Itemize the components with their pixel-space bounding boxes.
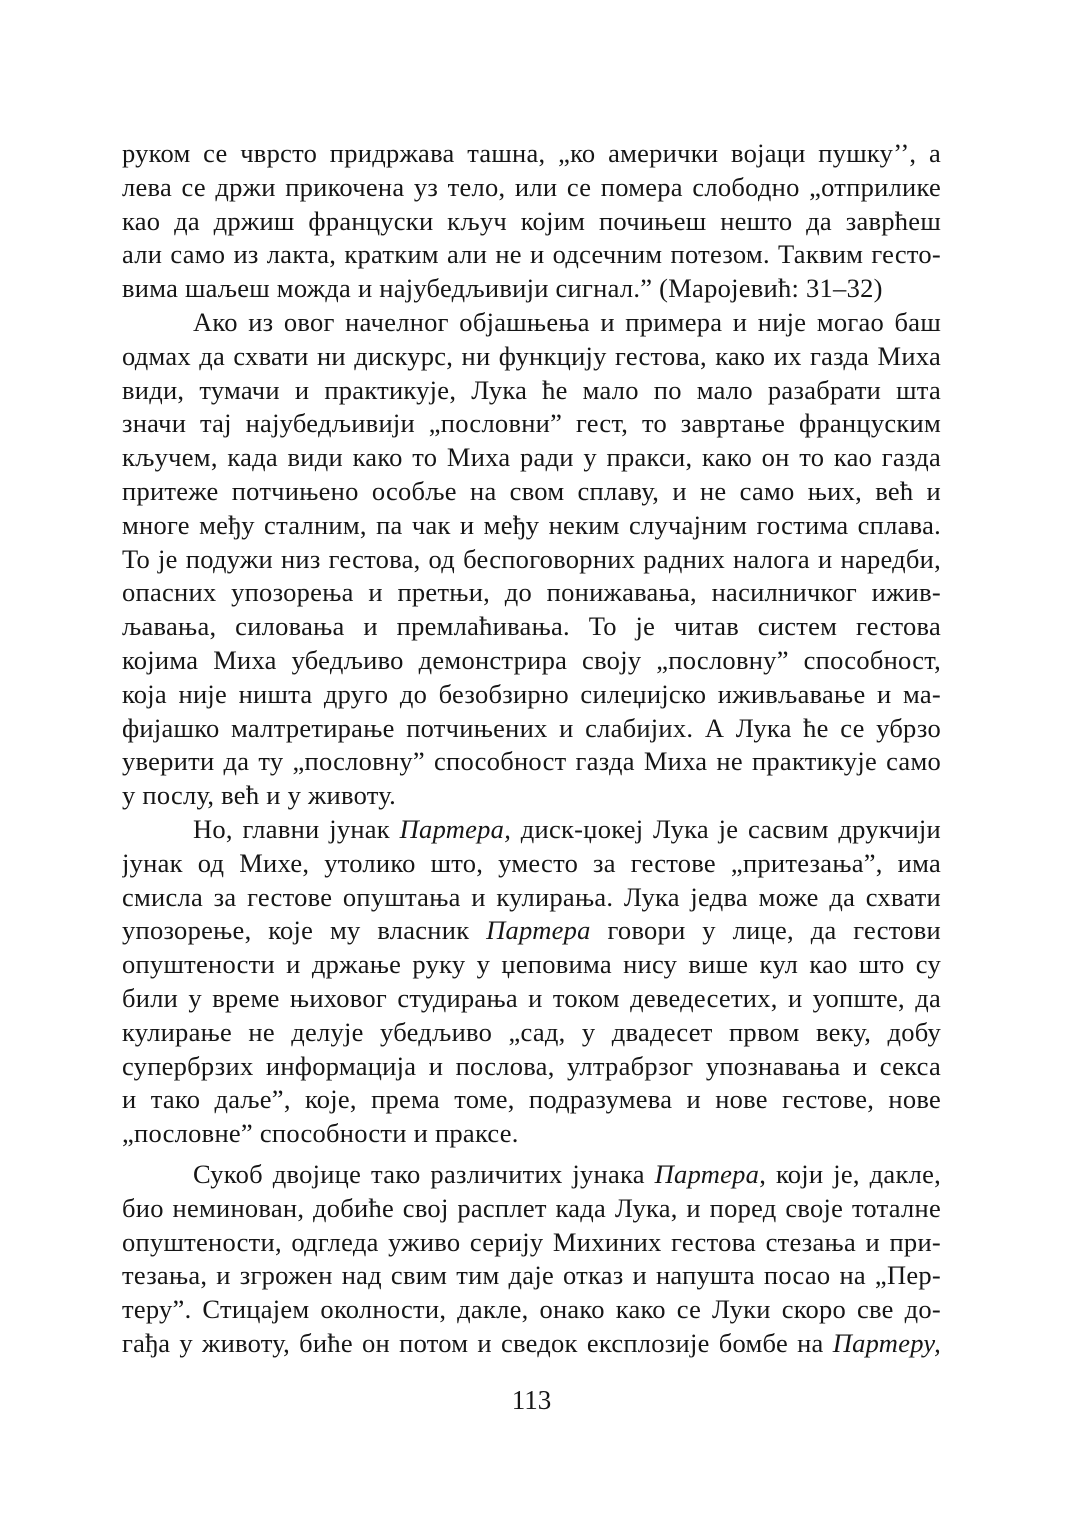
italic-title: Партера, bbox=[399, 813, 512, 844]
text-line: Но, главни јунак Партера, диск-џокеј Лука је сасвим друкчији bbox=[193, 813, 941, 844]
page-number: 113 bbox=[511, 1385, 552, 1415]
text-line: био неминован, добиће свој расплет када Лука, и поред своје тоталне bbox=[122, 1192, 941, 1223]
text-line: многе међу сталним, па чак и међу неким случајним гостима сплава. bbox=[122, 509, 941, 540]
text-line: опуштености и држање руку у џеповима нису више кул као што су bbox=[122, 949, 941, 980]
text-line: као да држиш француски кључ којим почињеш нешто да заврћеш bbox=[122, 205, 941, 236]
text-line: види, тумачи и практикује, Лука ће мало по мало разабрати шта bbox=[122, 374, 941, 405]
text-line: упозорење, које му власник Партера говори у лице, да гестови bbox=[122, 915, 941, 946]
italic-title: Партеру, bbox=[832, 1327, 941, 1358]
text-line: лева се држи прикочена уз тело, или се помера слободно „отприлике bbox=[122, 171, 941, 202]
text-line: и тако даље”, које, према томе, подразумева и нове гестове, нове bbox=[122, 1084, 941, 1115]
italic-title: Партера bbox=[486, 915, 591, 946]
text-line: били у време њиховог студирања и током деведесетих, и уопште, да bbox=[122, 982, 941, 1013]
paragraph bbox=[122, 1158, 941, 1361]
text-line: која није ништа друго до безобзирно силеџијско иживљавање и ма- bbox=[122, 678, 941, 709]
text-line: тезања, и згрожен над свим тим даје отказ и напушта посао на „Пер- bbox=[122, 1260, 941, 1291]
text-line: теру”. Стицајем околности, дакле, онако како се Луки скоро све до- bbox=[122, 1294, 941, 1325]
text-line: То је подужи низ гестова, од беспоговорних радних налога и наредби, bbox=[122, 543, 941, 574]
text-line: Сукоб двојице тако различитих јунака Партера, који је, дакле, bbox=[193, 1158, 941, 1189]
paragraph bbox=[122, 813, 941, 1151]
italic-title: Партера bbox=[654, 1158, 760, 1189]
text-line: фијашко малтретирање потчињених и слабијих. А Лука ће се убрзо bbox=[122, 712, 941, 743]
text-line: вима шаљеш можда и најубедљивији сигнал.” (Маројевић: 31–32) bbox=[122, 273, 883, 304]
text-block bbox=[122, 137, 941, 1361]
text-line: кључем, када види како то Миха ради у пракси, како он то као газда bbox=[122, 442, 941, 473]
text-line: опасних упозорења и претњи, до понижавања, насилничког ижив- bbox=[122, 577, 941, 608]
text-line: „пословне” способности и праксе. bbox=[122, 1118, 519, 1149]
text-line: Ако из овог начелног објашњења и примера и није могао баш bbox=[193, 306, 941, 337]
paragraph bbox=[122, 306, 941, 813]
text-line: у послу, већ и у животу. bbox=[122, 780, 397, 811]
text-line: којима Миха убедљиво демонстрира своју „пословну” способност, bbox=[122, 644, 941, 675]
text-line: одмах да схвати ни дискурс, ни функцију гестова, како их газда Миха bbox=[122, 340, 941, 371]
paragraph bbox=[122, 137, 941, 306]
text-line: опуштености, одгледа уживо серију Михиних гестова стезања и при- bbox=[122, 1226, 941, 1257]
text-line: супербрзих информација и послова, ултрабрзог упознавања и секса bbox=[122, 1050, 941, 1081]
text-line: смисла за гестове опуштања и кулирања. Лука једва може да схвати bbox=[122, 881, 941, 912]
text-line: притеже потчињено особље на свом сплаву, и не само њих, већ и bbox=[122, 475, 941, 506]
text-line: руком се чврсто придржава ташна, „ко амерички војаци пушку’’, а bbox=[122, 138, 941, 168]
text-line: значи тај најубедљивији „пословни” гест, то завртање француским bbox=[122, 408, 941, 439]
text-line: уверити да ту „пословну” способност газда Миха не практикује само bbox=[122, 746, 941, 777]
text-line: љавања, силовања и премлаћивања. То је читав систем гестова bbox=[122, 611, 941, 642]
text-line: кулирање не делује убедљиво „сад, у двадесет првом веку, добу bbox=[122, 1016, 941, 1047]
text-line: али само из лакта, кратким али не и одсечним потезом. Таквим гесто- bbox=[122, 239, 941, 270]
text-line: гађа у животу, биће он потом и сведок експлозије бомбе на Партеру, bbox=[122, 1327, 941, 1358]
text-line: јунак од Михе, утолико што, уместо за гестове „притезања”, има bbox=[122, 847, 941, 878]
